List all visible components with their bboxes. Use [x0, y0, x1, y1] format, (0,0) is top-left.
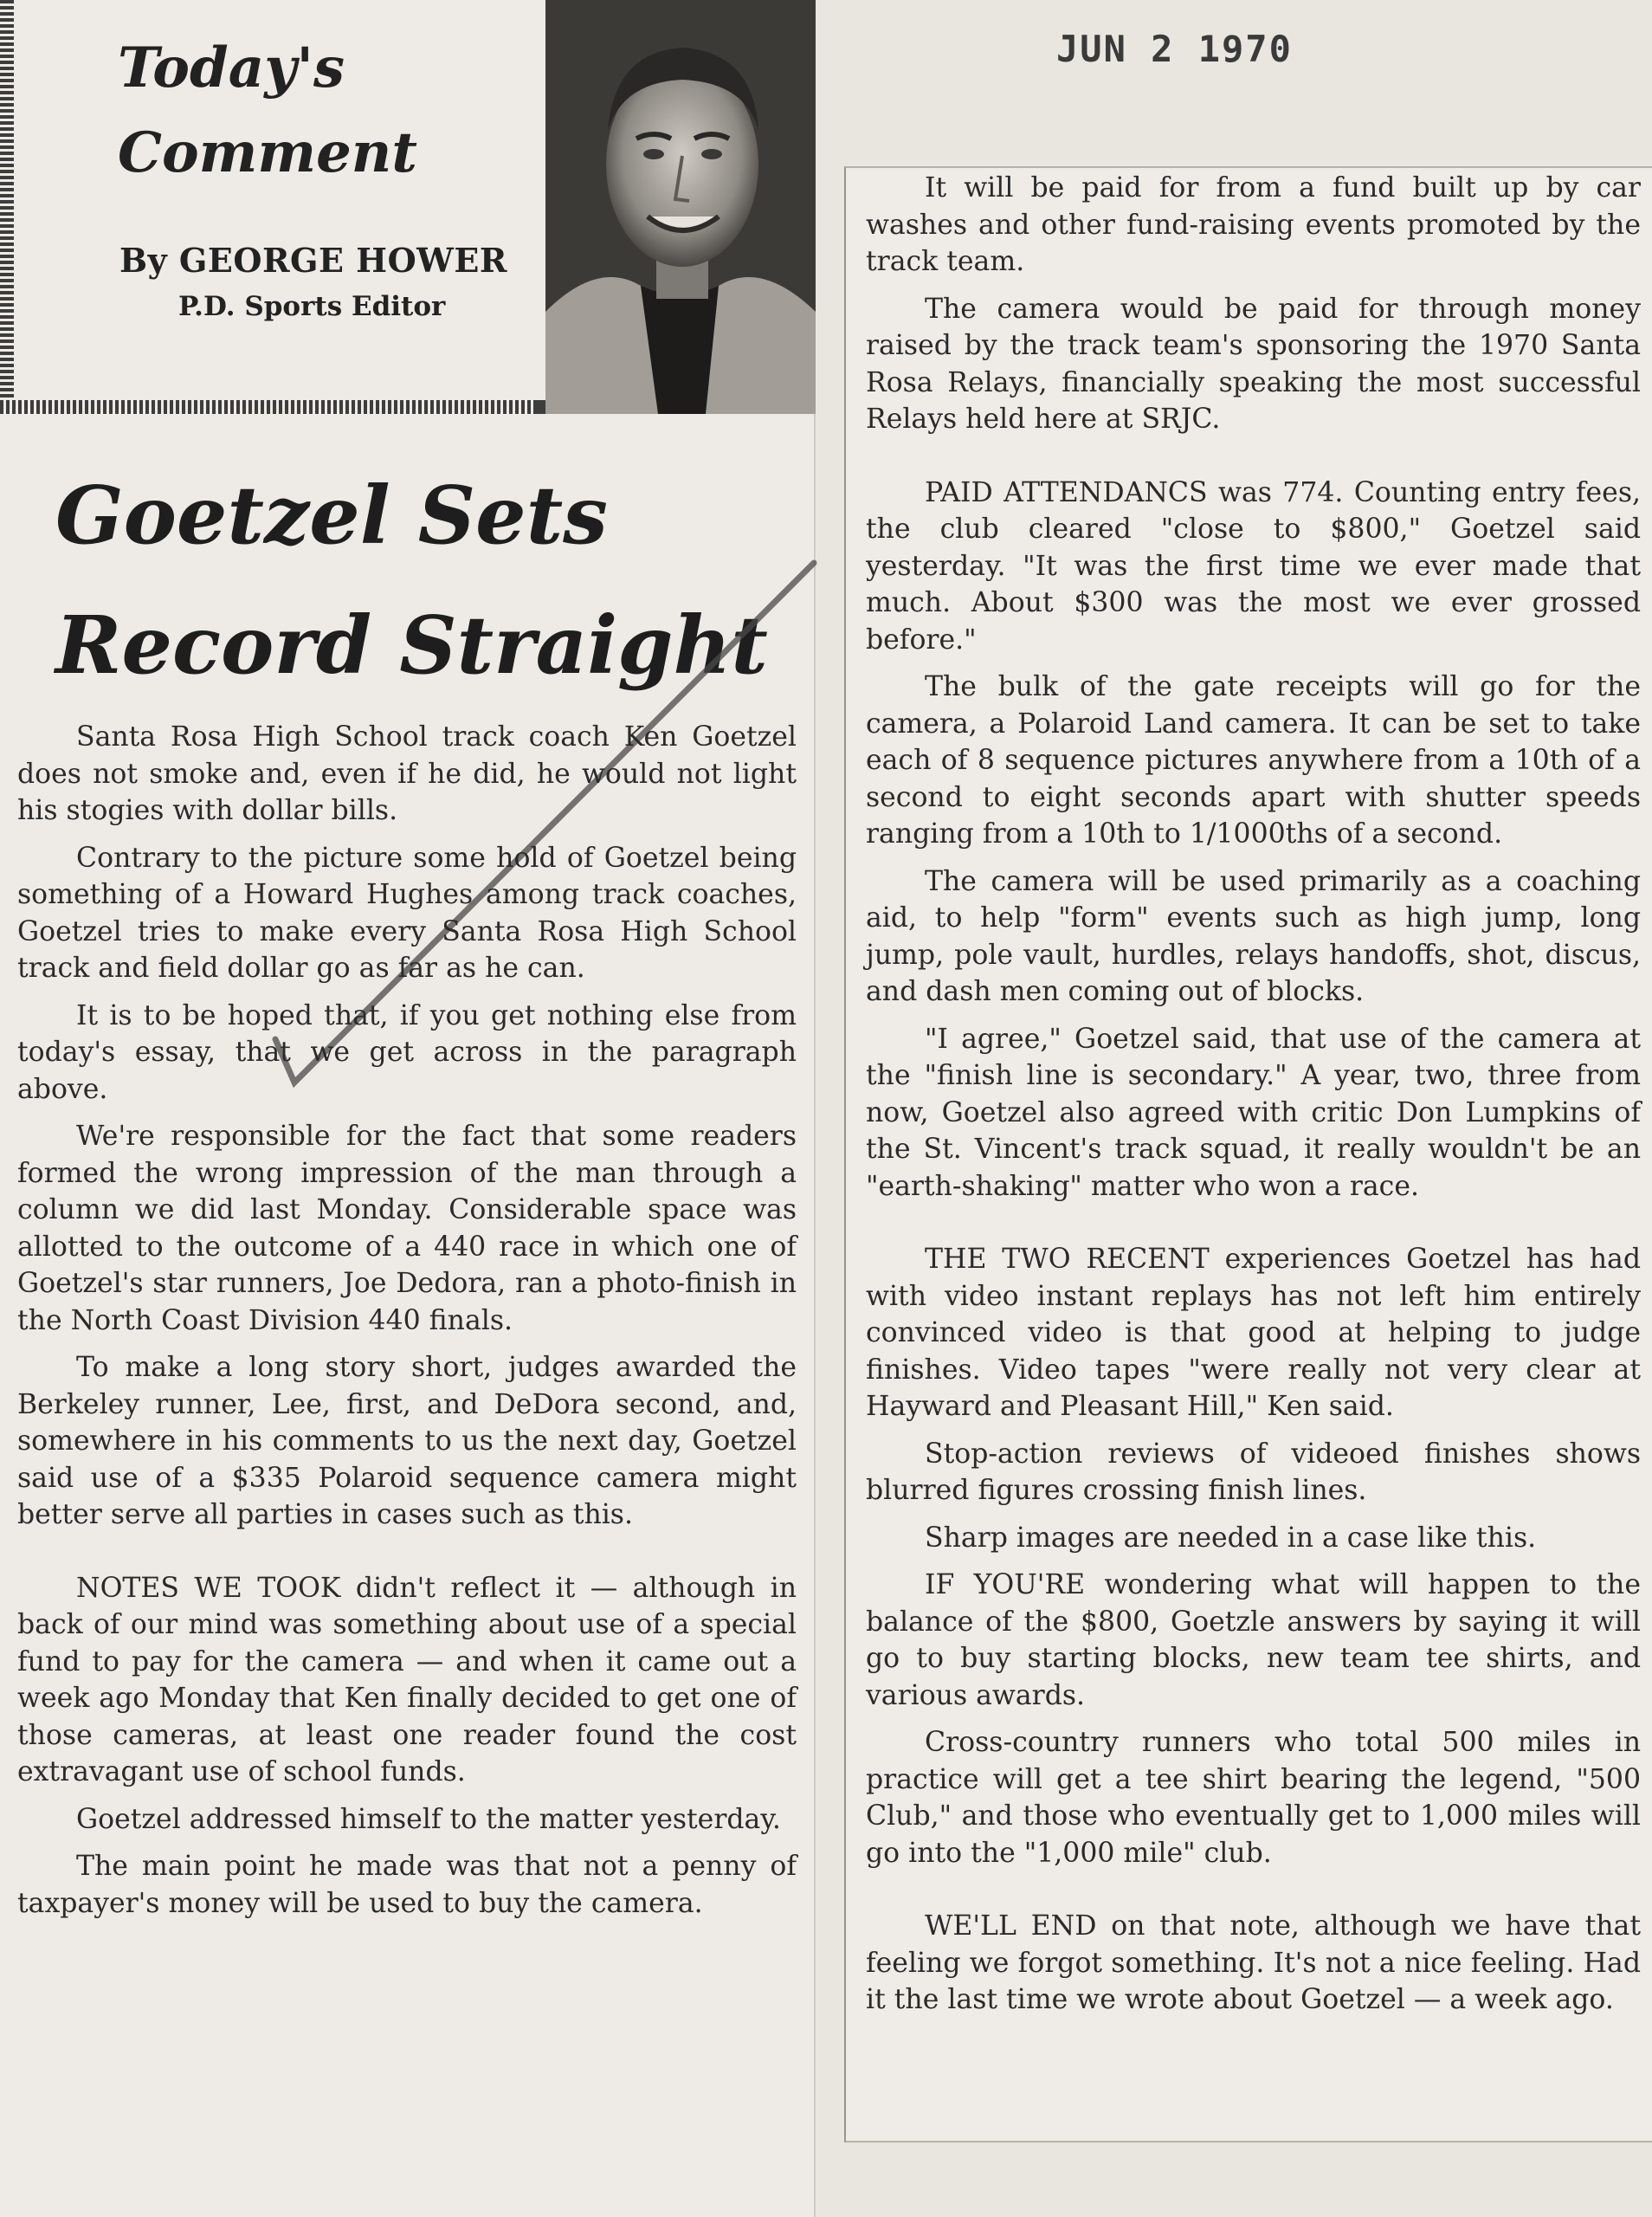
article-paragraph: The camera will be used primarily as a coaching aid, to help "form" events such as high jump, long jump, pole vault, hurdles, relays handoffs, shot, discus, and dash men coming out of blocks.	[866, 865, 1641, 1007]
headline-line2: Record Straight	[55, 598, 768, 692]
date-stamp: JUN 2 1970	[1056, 28, 1293, 70]
article-paragraph: IF YOU'RE wondering what will happen to the balance of the $800, Goetzle answers by saying it will go to buy starting blocks, new team tee shirts, and various awards.	[866, 1569, 1641, 1711]
article-paragraph: The bulk of the gate receipts will go for the camera, a Polaroid Land camera. It can be set to take each of 8 sequence pictures anywhere from a 10th of a second to eight seconds apart with shutter speeds ranging from a 10th to 1/1000ths of a second.	[866, 671, 1641, 850]
byline-role: P.D. Sports Editor	[178, 291, 446, 322]
article-paragraph: "I agree," Goetzel said, that use of the camera at the "finish line is secondary." A year, two, three from now, Goetzel also agreed with critic Don Lumpkins of the St. Vincent's track squad, it really wouldn't be an "earth-shaking" matter who won a race.	[866, 1023, 1641, 1202]
article-paragraph: To make a long story short, judges awarded the Berkeley runner, Lee, first, and DeDora second, and, somewhere in his comments to us the next day, Goetzel said use of a $335 Polaroid sequence camera might better serve all parties in cases such as this.	[17, 1352, 797, 1530]
article-paragraph: WE'LL END on that note, although we have that feeling we forgot something. It's not a nice feeling. Had it the last time we wrote about Goetzel — a week ago.	[866, 1910, 1641, 2015]
article-paragraph: Goetzel addressed himself to the matter yesterday.	[76, 1803, 781, 1835]
column-header-box	[0, 0, 547, 414]
article-paragraph: Cross-country runners who total 500 miles in practice will get a tee shirt bearing the legend, "500 Club," and those who eventually get to 1,000 miles will go into the "1,000 mile" club.	[866, 1727, 1641, 1869]
byline: By GEORGE HOWER	[119, 241, 507, 280]
article-paragraph: Sharp images are needed in a case like this.	[925, 1522, 1537, 1554]
left-column-text	[17, 719, 797, 1932]
article-paragraph: It will be paid for from a fund built up by car washes and other fund-raising events promoted by the track team.	[866, 172, 1641, 277]
author-portrait	[545, 0, 816, 414]
article-paragraph: The camera would be paid for through money raised by the track team's sponsoring the 1970 Santa Rosa Relays, financially speaking the most successful Relays held here at SRJC.	[866, 293, 1641, 435]
article-paragraph: Santa Rosa High School track coach Ken Goetzel does not smoke and, even if he did, he would not light his stogies with dollar bills.	[17, 721, 797, 826]
right-column-text	[866, 170, 1641, 2029]
article-paragraph: Stop-action reviews of videoed finishes shows blurred figures crossing finish lines.	[866, 1438, 1641, 1506]
column-title-line1: Today's	[118, 36, 345, 100]
article-paragraph: THE TWO RECENT experiences Goetzel has had with video instant replays has not left him entirely convinced video is that good at helping to judge finishes. Video tapes "were really not very clear at Hayward and Pleasant Hill," Ken said.	[866, 1244, 1641, 1422]
column-title	[118, 26, 417, 196]
headline	[55, 450, 800, 710]
article-paragraph: The main point he made was that not a penny of taxpayer's money will be used to buy the camera.	[17, 1851, 797, 1919]
article-paragraph: Contrary to the picture some hold of Goetzel being something of a Howard Hughes among track coaches, Goetzel tries to make every Santa Rosa High School track and field dollar go as far as he can.	[17, 842, 797, 984]
article-paragraph: PAID ATTENDANCS was 774. Counting entry fees, the club cleared "close to $800," Goetzel said yesterday. "It was the first time we ever made that much. About $300 was the most we ever grossed before."	[866, 476, 1641, 656]
headline-line1: Goetzel Sets	[55, 469, 608, 562]
article-paragraph: It is to be hoped that, if you get nothing else from today's essay, that we get across in the paragraph above.	[17, 999, 797, 1105]
column-title-line2: Comment	[118, 120, 417, 185]
article-paragraph: NOTES WE TOOK didn't reflect it — although in back of our mind was something about use of a special fund to pay for the camera — and when it came out a week ago Monday that Ken finally decided to get one of those cameras, at least one reader found the cost extravagant use of school funds.	[17, 1572, 797, 1787]
article-paragraph: We're responsible for the fact that some readers formed the wrong impression of the man through a column we did last Monday. Considerable space was allotted to the outcome of a 440 race in which one of Goetzel's star runners, Joe Dedora, ran a photo-finish in the North Coast Division 440 finals.	[17, 1121, 797, 1336]
